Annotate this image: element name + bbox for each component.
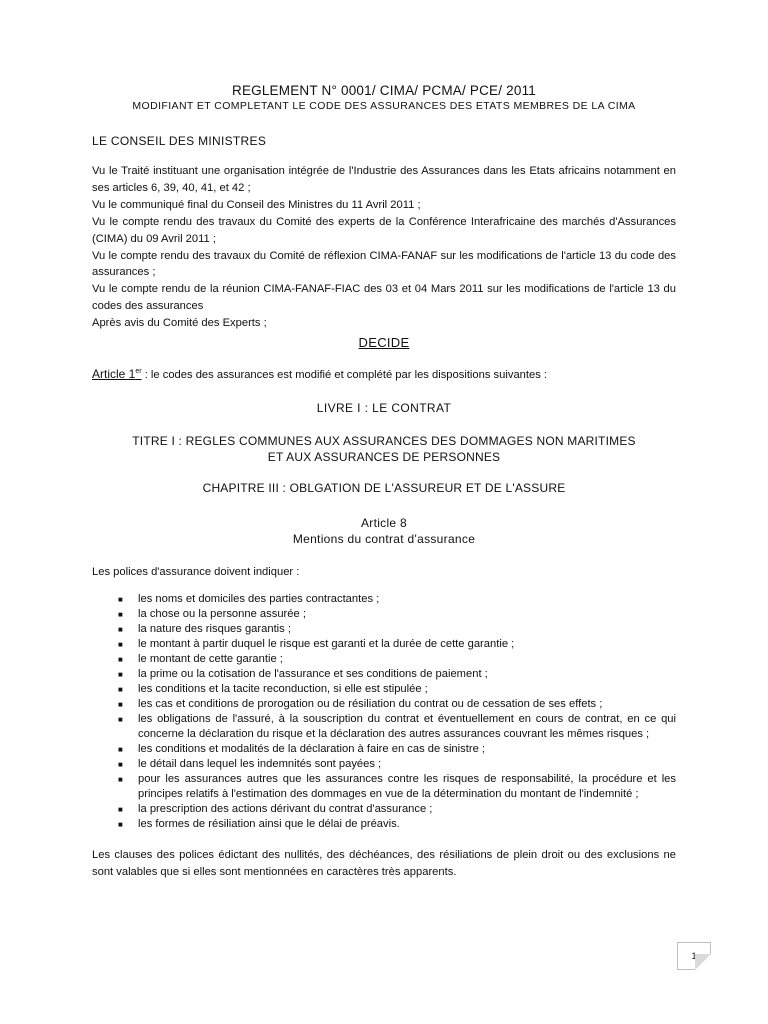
mention-item: [116, 667, 676, 682]
titre-line-1: TITRE I : REGLES COMMUNES AUX ASSURANCES DES DOMMAGES NON MARITIMES: [132, 434, 636, 449]
mention-text: la prescription des actions dérivant du contrat d'assurance ;: [138, 803, 433, 816]
mention-item: [116, 637, 676, 652]
mention-item: [116, 697, 676, 712]
considerants-list: [92, 163, 676, 332]
closing-paragraph: Les clauses des polices édictant des nullités, des déchéances, des résiliations de plein droit ou des exclusions ne sont valables que si elles sont mentionnées en caractères très apparents.: [92, 849, 676, 879]
article1-text: : le codes des assurances est modifié et complété par les dispositions suivantes :: [141, 369, 548, 382]
article1-sup: er: [135, 368, 142, 376]
mention-item: [116, 607, 676, 622]
mentions-intro: Les polices d'assurance doivent indiquer :: [92, 566, 300, 579]
bullet-square-icon: ■: [118, 700, 123, 710]
mention-text: les conditions et la tacite reconduction, si elle est stipulée ;: [138, 683, 428, 696]
mention-text: les conditions et modalités de la déclaration à faire en cas de sinistre ;: [138, 743, 486, 756]
document-title: REGLEMENT N° 0001/ CIMA/ PCMA/ PCE/ 2011: [232, 83, 536, 98]
mention-text: les cas et conditions de prorogation ou de résiliation du contrat ou de cessation de ses effets ;: [138, 698, 603, 711]
considerant-item: Après avis du Comité des Experts ;: [92, 317, 267, 330]
bullet-square-icon: ■: [118, 625, 123, 635]
livre-heading: LIVRE I : LE CONTRAT: [316, 401, 452, 416]
mention-item: [116, 742, 676, 757]
titre-line-2: ET AUX ASSURANCES DE PERSONNES: [267, 449, 501, 464]
considerant-item: Vu le compte rendu de la réunion CIMA-FANAF-FIAC des 03 et 04 Mars 2011 sur les modifications de l'article 13 du codes des assurances: [92, 283, 676, 313]
bullet-square-icon: ■: [118, 820, 123, 830]
decide-label: DECIDE: [358, 335, 410, 351]
mention-text: la chose ou la personne assurée ;: [138, 608, 306, 621]
mention-item: [116, 802, 676, 817]
bullet-square-icon: ■: [118, 715, 123, 725]
council-heading: LE CONSEIL DES MINISTRES: [92, 134, 267, 148]
bullet-square-icon: ■: [118, 775, 123, 785]
bullet-square-icon: ■: [118, 655, 123, 665]
considerant-item: Vu le compte rendu des travaux du Comité de réflexion CIMA-FANAF sur les modifications de l'article 13 du code des assurances ;: [92, 249, 676, 279]
mention-item: [116, 682, 676, 697]
mention-text: le montant à partir duquel le risque est garanti et la durée de cette garantie ;: [138, 638, 515, 651]
article8-title: Article 8: [360, 516, 408, 531]
bullet-square-icon: ■: [118, 760, 123, 770]
mention-text: la prime ou la cotisation de l'assurance et ses conditions de paiement ;: [138, 668, 488, 681]
chapitre-heading: CHAPITRE III : OBLGATION DE L'ASSUREUR ET DE L'ASSURE: [202, 481, 566, 496]
considerant-item: Vu le compte rendu des travaux du Comité des experts de la Conférence Interafricaine des marchés d'Assurances (CIMA) du 09 Avril 2011 ;: [92, 215, 676, 245]
article8-subtitle: Mentions du contrat d'assurance: [292, 532, 476, 547]
mention-text: la nature des risques garantis ;: [138, 623, 291, 636]
mention-item: [116, 817, 676, 832]
mention-item: [116, 592, 676, 607]
document-subtitle: MODIFIANT ET COMPLETANT LE CODE DES ASSURANCES DES ETATS MEMBRES DE LA CIMA: [132, 100, 636, 112]
mention-text: le détail dans lequel les indemnités sont payées ;: [138, 758, 382, 771]
mention-text: les formes de résiliation ainsi que le délai de préavis.: [138, 818, 400, 831]
bullet-square-icon: ■: [118, 610, 123, 620]
article1-label: [92, 367, 142, 381]
article1-label-text: Article 1: [92, 367, 136, 382]
page-curl-icon: [695, 954, 711, 970]
mention-text: les noms et domiciles des parties contractantes ;: [138, 593, 380, 606]
bullet-square-icon: ■: [118, 745, 123, 755]
mention-item: [116, 757, 676, 772]
considerant-item: Vu le Traité instituant une organisation intégrée de l'Industrie des Assurances dans les Etats africains notamment en ses articles 6, 39, 40, 41, et 42 ;: [92, 165, 676, 194]
decide-heading: [92, 334, 676, 352]
bullet-square-icon: ■: [118, 685, 123, 695]
mention-item: [116, 622, 676, 637]
document-body: [92, 83, 676, 881]
bullet-square-icon: ■: [118, 805, 123, 815]
article1-paragraph: [92, 364, 676, 383]
titre-heading: [92, 434, 676, 465]
mention-text: pour les assurances autres que les assurances contre les risques de responsabilité, la procédure et les principes relatifs à l'estimation des dommages en vue de la détermination du montant de l'indemnité ;: [138, 773, 676, 801]
bullet-square-icon: ■: [118, 640, 123, 650]
bullet-square-icon: ■: [118, 670, 123, 680]
bullet-square-icon: ■: [118, 595, 123, 605]
page-number-box: [677, 942, 711, 970]
page-number: 1: [691, 951, 697, 961]
mentions-list: [116, 592, 676, 832]
mention-item: [116, 652, 676, 667]
mention-item: [116, 772, 676, 802]
mention-text: les obligations de l'assuré, à la souscription du contrat et éventuellement en cours de contrat, en ce qui concerne la déclaration du risque et la déclaration des autres assurances couvrant les mêmes risques ;: [138, 713, 676, 741]
mention-item: [116, 712, 676, 742]
considerant-item: Vu le communiqué final du Conseil des Ministres du 11 Avril 2011 ;: [92, 198, 421, 211]
mention-text: le montant de cette garantie ;: [138, 653, 283, 666]
